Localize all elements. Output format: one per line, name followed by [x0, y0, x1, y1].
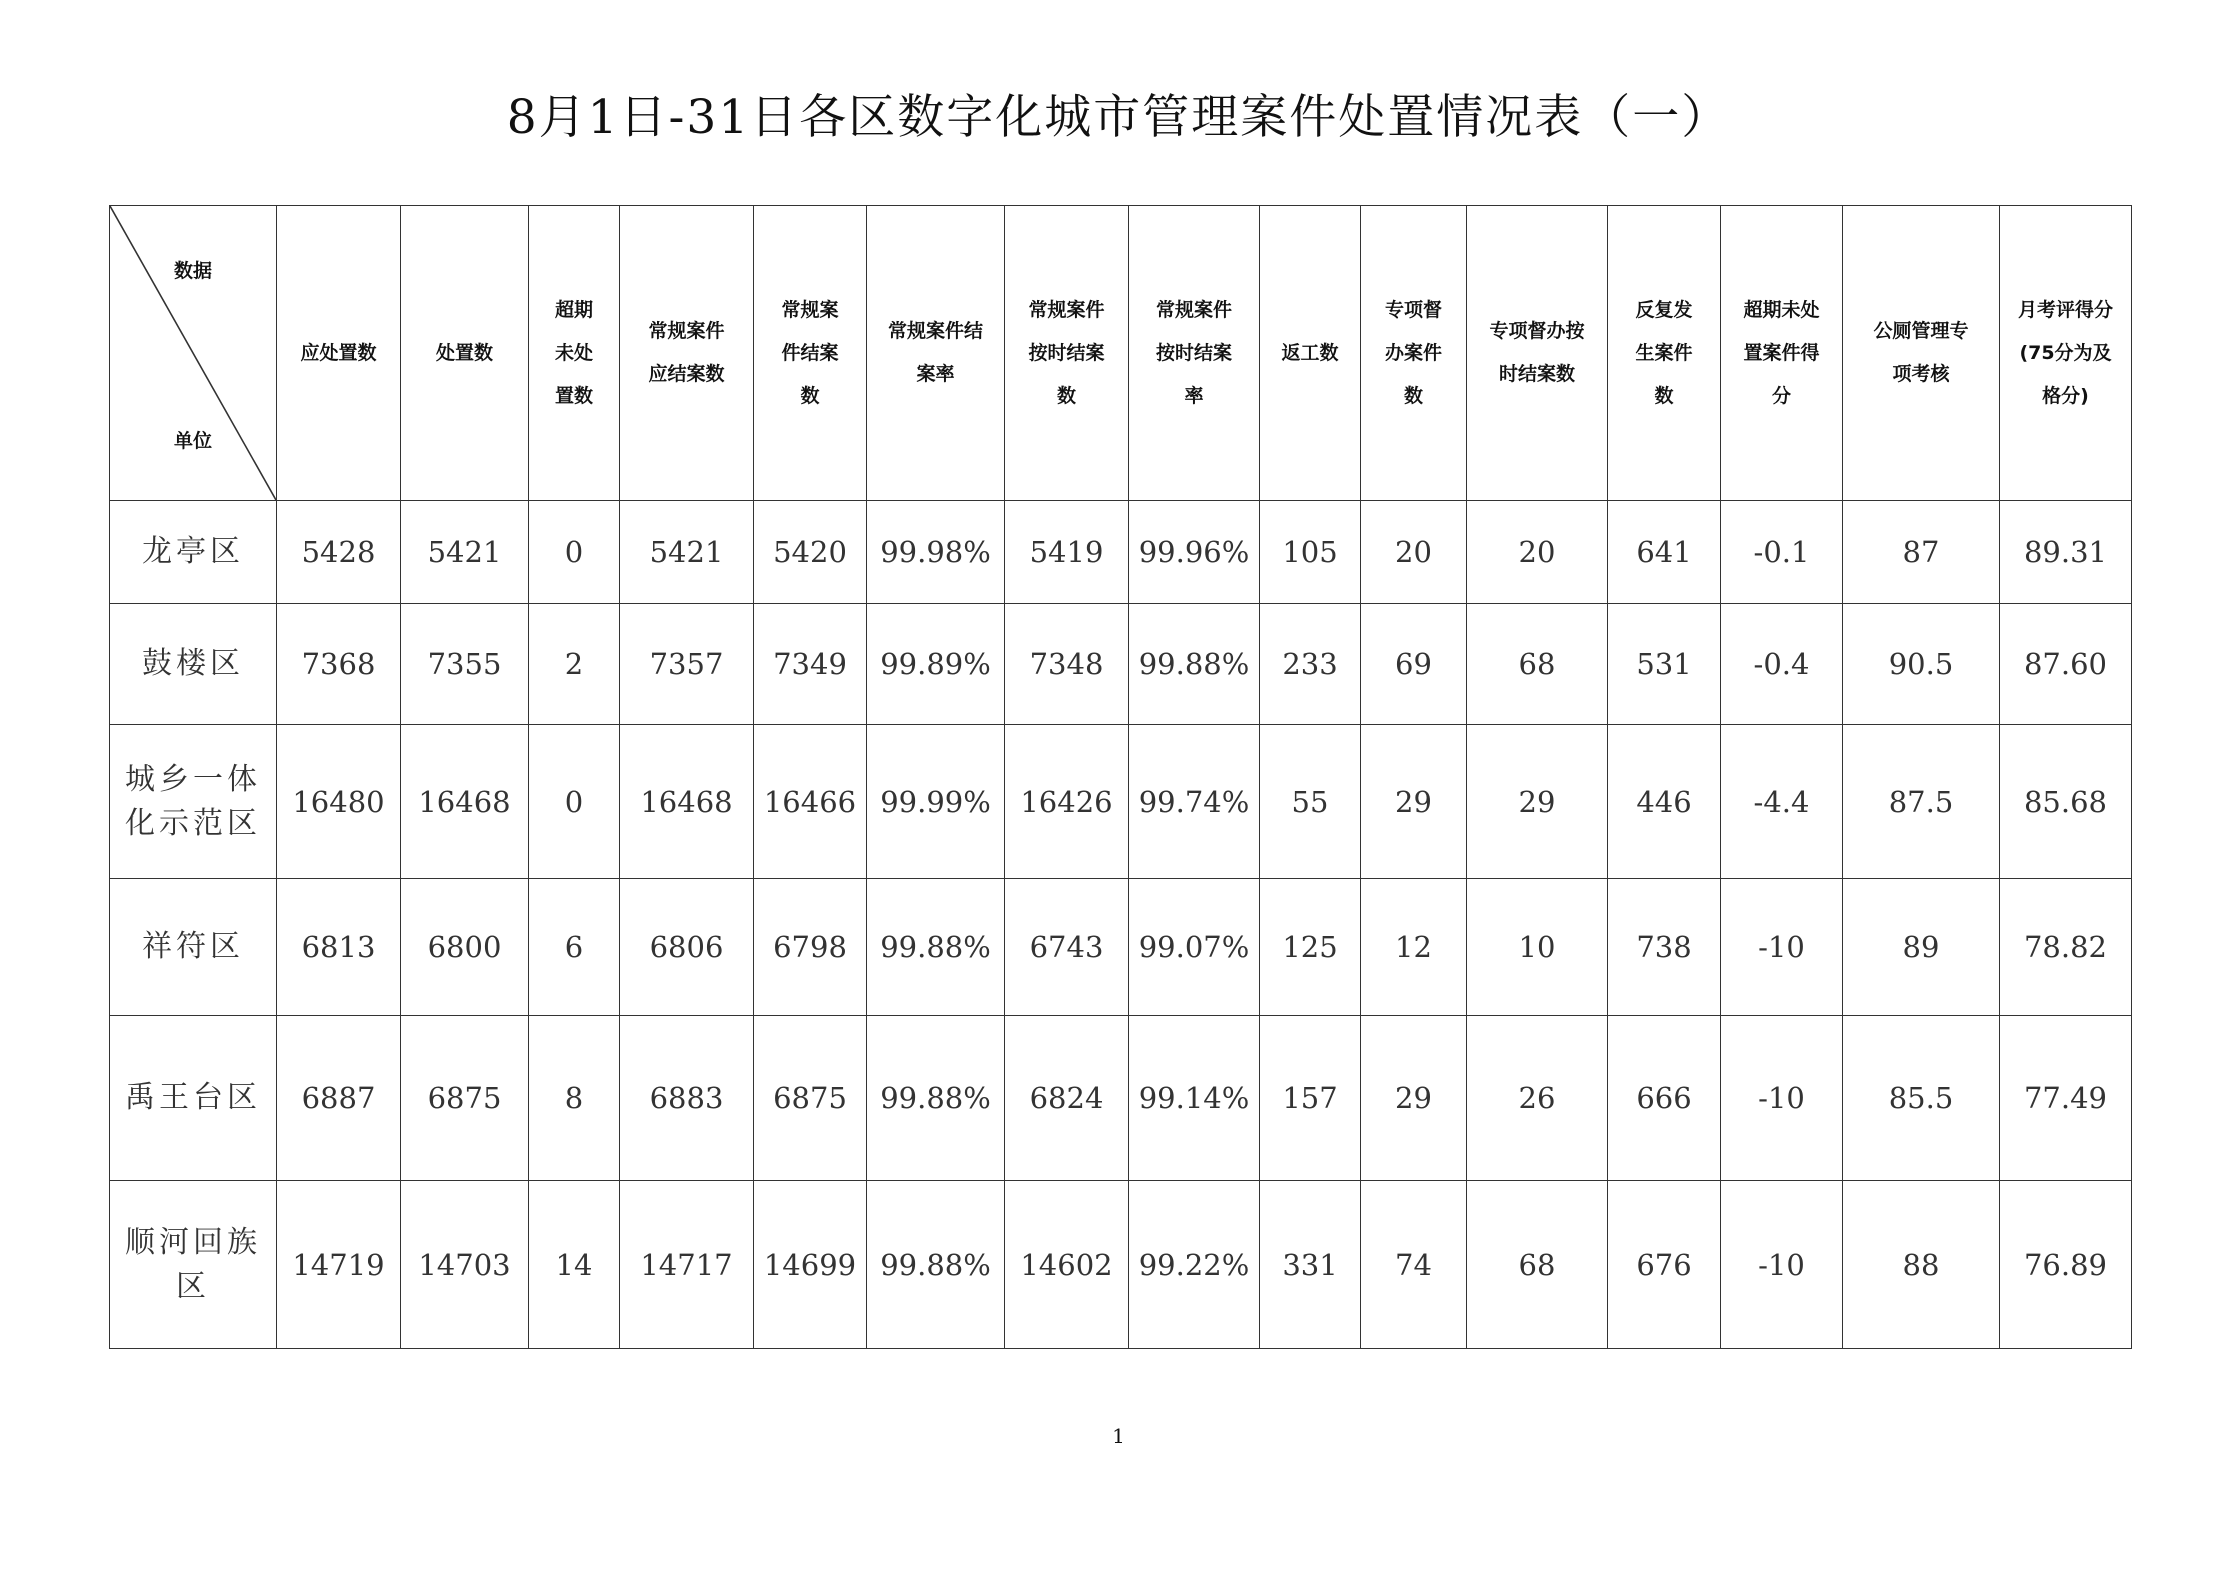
table-cell: 5421	[401, 501, 529, 604]
table-cell: 641	[1608, 501, 1721, 604]
unit-cell: 禹王台区	[110, 1016, 277, 1181]
page-title: 8月1日-31日各区数字化城市管理案件处置情况表（一）	[506, 90, 1731, 145]
column-header: 常规案件结案率	[867, 206, 1005, 501]
table-cell: 87.60	[2000, 604, 2132, 725]
table-cell: 7355	[401, 604, 529, 725]
table-cell: 6887	[277, 1016, 401, 1181]
corner-label-data: 数据	[174, 260, 213, 282]
table-cell: 16426	[1005, 725, 1129, 879]
column-header: 超期未处置数	[529, 206, 620, 501]
table-cell: 6875	[401, 1016, 529, 1181]
table-cell: 99.22%	[1129, 1181, 1260, 1349]
table-cell: 6806	[620, 879, 754, 1016]
table-row	[110, 604, 2132, 725]
table-cell: 10	[1467, 879, 1608, 1016]
table-cell: 76.89	[2000, 1181, 2132, 1349]
table-cell: 6824	[1005, 1016, 1129, 1181]
table-cell: 233	[1260, 604, 1361, 725]
table-cell: 99.14%	[1129, 1016, 1260, 1181]
table-cell: 7348	[1005, 604, 1129, 725]
table-cell: 14699	[754, 1181, 867, 1349]
table-cell: 89.31	[2000, 501, 2132, 604]
table-cell: 90.5	[1843, 604, 2000, 725]
table-cell: 74	[1361, 1181, 1467, 1349]
table-cell: 16466	[754, 725, 867, 879]
table-cell: -4.4	[1721, 725, 1843, 879]
column-header: 常规案件结案数	[754, 206, 867, 501]
table-cell: 85.5	[1843, 1016, 2000, 1181]
table-row	[110, 879, 2132, 1016]
table-cell: 2	[529, 604, 620, 725]
table-cell: 29	[1361, 725, 1467, 879]
table-cell: 6875	[754, 1016, 867, 1181]
table-cell: 99.88%	[867, 879, 1005, 1016]
table-cell: 6813	[277, 879, 401, 1016]
report-table	[109, 205, 2132, 1349]
column-header: 常规案件按时结案率	[1129, 206, 1260, 501]
table-cell: 12	[1361, 879, 1467, 1016]
table-row	[110, 725, 2132, 879]
table-cell: 157	[1260, 1016, 1361, 1181]
table-cell: 0	[529, 725, 620, 879]
unit-cell: 龙亭区	[110, 501, 277, 604]
column-header: 返工数	[1260, 206, 1361, 501]
table-cell: 7368	[277, 604, 401, 725]
table-cell: 8	[529, 1016, 620, 1181]
table-cell: 738	[1608, 879, 1721, 1016]
table-cell: 99.07%	[1129, 879, 1260, 1016]
table-cell: 14719	[277, 1181, 401, 1349]
table-cell: 531	[1608, 604, 1721, 725]
table-cell: 29	[1361, 1016, 1467, 1181]
table-cell: 29	[1467, 725, 1608, 879]
diagonal-divider	[110, 206, 276, 500]
unit-cell: 鼓楼区	[110, 604, 277, 725]
table-cell: -10	[1721, 1016, 1843, 1181]
table-cell: 26	[1467, 1016, 1608, 1181]
table-cell: 99.98%	[867, 501, 1005, 604]
table-cell: 6883	[620, 1016, 754, 1181]
unit-cell: 顺河回族区	[110, 1181, 277, 1349]
table-cell: 77.49	[2000, 1016, 2132, 1181]
column-header: 超期未处置案件得分	[1721, 206, 1843, 501]
table-cell: 16468	[401, 725, 529, 879]
table-cell: 85.68	[2000, 725, 2132, 879]
table-cell: 99.88%	[867, 1016, 1005, 1181]
table-cell: 5419	[1005, 501, 1129, 604]
table-cell: 666	[1608, 1016, 1721, 1181]
table-cell: -10	[1721, 879, 1843, 1016]
table-cell: -10	[1721, 1181, 1843, 1349]
table-row	[110, 501, 2132, 604]
table-cell: 99.88%	[1129, 604, 1260, 725]
unit-cell: 祥符区	[110, 879, 277, 1016]
table-cell: 99.74%	[1129, 725, 1260, 879]
column-header: 月考评得分(75分为及格分)	[2000, 206, 2132, 501]
table-cell: 0	[529, 501, 620, 604]
table-cell: 6798	[754, 879, 867, 1016]
table-cell: 87	[1843, 501, 2000, 604]
corner-label-unit: 单位	[174, 430, 213, 452]
unit-cell: 城乡一体化示范区	[110, 725, 277, 879]
table-cell: 99.88%	[867, 1181, 1005, 1349]
column-header: 专项督办按时结案数	[1467, 206, 1608, 501]
table-cell: 125	[1260, 879, 1361, 1016]
header-row	[110, 206, 2132, 501]
column-header: 常规案件按时结案数	[1005, 206, 1129, 501]
table-cell: 14703	[401, 1181, 529, 1349]
table-cell: 7357	[620, 604, 754, 725]
table-cell: 89	[1843, 879, 2000, 1016]
table-row	[110, 1016, 2132, 1181]
table-cell: 99.99%	[867, 725, 1005, 879]
column-header: 专项督办案件数	[1361, 206, 1467, 501]
column-header: 公厕管理专项考核	[1843, 206, 2000, 501]
table-cell: 446	[1608, 725, 1721, 879]
table-cell: 14717	[620, 1181, 754, 1349]
table-cell: 20	[1361, 501, 1467, 604]
table-cell: 68	[1467, 1181, 1608, 1349]
table-row	[110, 1181, 2132, 1349]
table-cell: 676	[1608, 1181, 1721, 1349]
table-cell: 88	[1843, 1181, 2000, 1349]
table-cell: 6	[529, 879, 620, 1016]
table-cell: 7349	[754, 604, 867, 725]
table-cell: 5420	[754, 501, 867, 604]
table-cell: 6743	[1005, 879, 1129, 1016]
table-cell: 105	[1260, 501, 1361, 604]
table-cell: 14	[529, 1181, 620, 1349]
table-cell: 6800	[401, 879, 529, 1016]
column-header: 处置数	[401, 206, 529, 501]
table-cell: 331	[1260, 1181, 1361, 1349]
table-cell: -0.1	[1721, 501, 1843, 604]
table-cell: 87.5	[1843, 725, 2000, 879]
table-cell: 5421	[620, 501, 754, 604]
page-number: 1	[1112, 1424, 1125, 1448]
table-cell: 68	[1467, 604, 1608, 725]
table-cell: 78.82	[2000, 879, 2132, 1016]
column-header: 常规案件应结案数	[620, 206, 754, 501]
column-header: 反复发生案件数	[1608, 206, 1721, 501]
table-cell: 99.96%	[1129, 501, 1260, 604]
table-cell: 16480	[277, 725, 401, 879]
table-cell: 5428	[277, 501, 401, 604]
table-cell: 99.89%	[867, 604, 1005, 725]
table-cell: 69	[1361, 604, 1467, 725]
table-cell: 14602	[1005, 1181, 1129, 1349]
table-cell: 55	[1260, 725, 1361, 879]
corner-cell	[110, 206, 277, 501]
table-cell: -0.4	[1721, 604, 1843, 725]
table-cell: 16468	[620, 725, 754, 879]
table-cell: 20	[1467, 501, 1608, 604]
column-header: 应处置数	[277, 206, 401, 501]
